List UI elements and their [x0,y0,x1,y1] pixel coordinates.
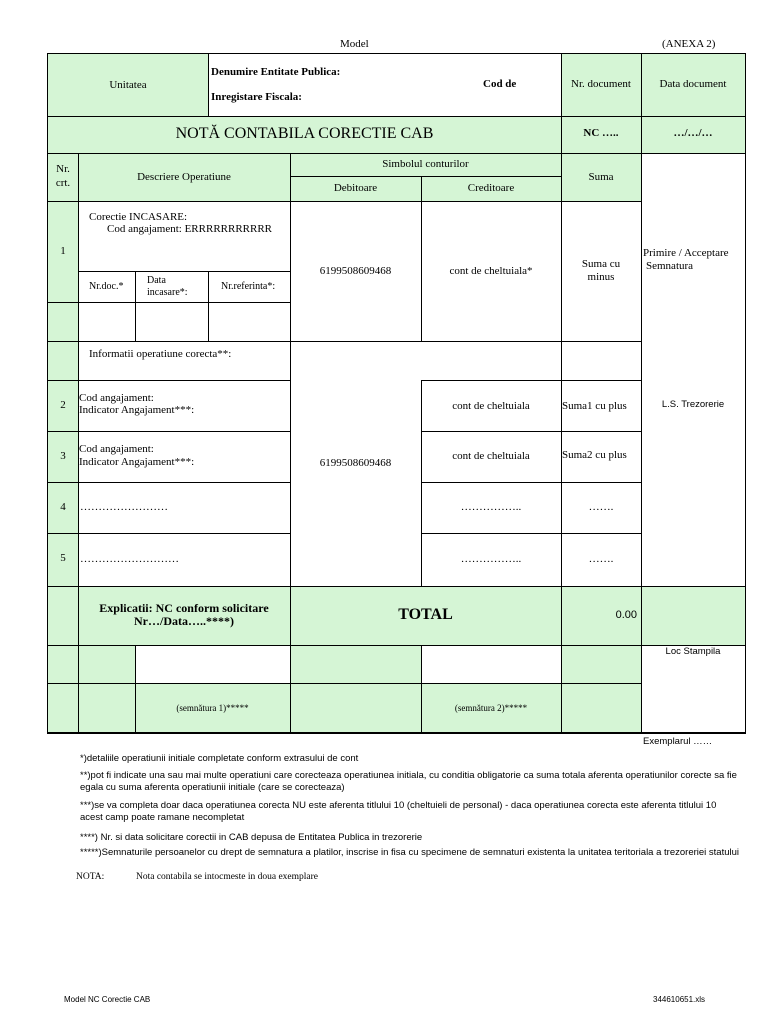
row2-nr: 2 [60,399,66,411]
row3-suma: Suma2 cu plus [562,449,627,461]
explicatii-line-1: Explicatii: NC conform solicitare [99,601,269,615]
row1-cod-angajament: Cod angajament: ERRRRRRRRRRR [107,223,273,235]
row2-credit-account: cont de cheltuiala [452,400,530,412]
cod-de-label: Cod de [483,78,517,90]
footer-right: 344610651.xls [653,995,706,1004]
row5-suma: ……. [588,553,614,565]
hline [421,482,641,483]
row2-suma: Suma1 cu plus [562,400,627,412]
hline [48,482,290,483]
total-label: TOTAL [398,606,453,623]
debitoare-header: Debitoare [333,182,378,194]
row4-nr: 4 [60,501,66,513]
hline [78,271,290,272]
info-corecta: Informatii operatiune corecta**: [89,348,232,360]
nota-label: NOTA: [76,872,105,882]
hline [48,533,290,534]
vline [421,645,422,733]
bg-sign-2 [290,645,421,733]
bg-sign-3 [561,645,641,733]
nr-crt-label-1: Nr. [56,163,70,175]
vline [135,645,136,733]
primire-acceptare: Primire / Acceptare [643,247,729,259]
document-title: NOTĂ CONTABILA CORECTIE CAB [175,125,434,142]
row3-indicator: Indicator Angajament***: [79,456,195,468]
vline [47,53,48,734]
vline [745,53,746,734]
row3-nr: 3 [60,450,66,462]
row3-credit-account: cont de cheltuiala [452,450,530,462]
row3-cod-angajament: Cod angajament: [79,443,154,455]
row1-suma-1: Suma cu [581,258,621,270]
suma-header: Suma [588,171,614,183]
vline [421,176,422,342]
exemplarul: Exemplarul …… [643,736,713,747]
note-3: ***)se va completa doar daca operatiunea corecta NU este aferenta titlului 10 (cheltuieli de personal) - daca operatiunea corecta este aferenta titlului 10 acest camp poate ramane necompletat [80,800,717,823]
semnatura-label: Semnatura [646,260,694,272]
explicatii-line-2: Nr…/Data…..****) [134,614,234,628]
note-4: ****) Nr. si data solicitare corectii in CAB depusa de Entitatea Publica in trezorerie [80,832,423,843]
row1-nr-referinta: Nr.referinta*: [221,281,276,292]
note-2: **)pot fi indicate una sau mai multe operatiuni care corecteaza operatiunea initiala, cu conditia obligatorie ca suma totala aferenta operatiunilor corecte sa fie egala cu suma aferenta operatiunii initiale (care se corecteaza) [80,770,737,793]
hline [421,533,641,534]
loc-stampila: Loc Stampila [665,646,721,657]
nr-crt-label-2: crt. [55,177,71,189]
creditoare-header: Creditoare [467,182,515,194]
row4-suma: ……. [588,501,614,513]
semnatura-1: (semnătura 1)***** [176,703,249,713]
vline [208,271,209,342]
hline [48,431,290,432]
nc-number: NC ….. [583,127,619,139]
total-value: 0.00 [615,609,637,621]
vline [641,153,642,733]
row4-desc: …………………… [80,501,168,513]
bg-sign-1 [48,645,135,733]
nota-text: Nota contabila se intocmeste in doua exemplare [136,872,319,882]
row1-nr: 1 [60,245,66,257]
row1-credit-account: cont de cheltuiala* [449,265,533,277]
hline [48,380,290,381]
vline [561,53,562,733]
footer-left: Model NC Corectie CAB [64,995,151,1004]
vline [135,271,136,342]
hline [290,176,561,177]
row1-suma-2: minus [587,271,615,283]
row1-debit-account: 6199508609468 [319,265,392,277]
row2-indicator: Indicator Angajament***: [79,404,195,416]
data-document-label: Data document [659,78,727,90]
row1-data-incasare-1: Data [147,275,166,286]
row1-corectie: Corectie INCASARE: [89,211,188,223]
note-1: *)detaliile operatiunii initiale completate conform extrasului de cont [80,753,359,764]
row2-cod-angajament: Cod angajament: [79,392,154,404]
row5-nr: 5 [60,552,66,564]
row3-debit-account: 6199508609468 [319,457,392,469]
vline [290,153,291,733]
unitatea-label: Unitatea [109,79,147,91]
hline [421,380,641,381]
vline [208,53,209,116]
hline [48,201,641,202]
hline [48,683,641,684]
simbolul-header: Simbolul conturilor [382,158,469,170]
hline [48,341,641,342]
row5-credit: …………….. [460,553,522,565]
descriere-header: Descriere Operatiune [137,171,231,183]
row4-credit: …………….. [460,501,522,513]
row1-data-incasare-2: incasare*: [147,287,188,298]
row1-nr-doc: Nr.doc.* [89,281,124,292]
note-5: *****)Semnaturile persoanelor cu drept de semnatura a platilor, inscrise in fisa cu specimene de semnaturi existenta la unitatea teritoriala a trezoreriei statului [80,847,740,858]
hline [421,431,641,432]
row5-desc: ……………………… [80,553,179,565]
ls-trezorerie: L.S. Trezorerie [661,399,725,410]
bg-nrcrt-col [48,201,78,645]
nc-date: …/…/… [673,127,713,139]
annex-label: (ANEXA 2) [662,38,716,50]
denumire-label: Denumire Entitate Publica: [211,66,341,78]
nr-document-label: Nr. document [571,78,631,90]
hline [48,302,290,303]
semnatura-2: (semnătura 2)***** [454,703,528,713]
model-label: Model [340,38,369,50]
inregistrare-label: Inregistare Fiscala: [211,91,302,103]
